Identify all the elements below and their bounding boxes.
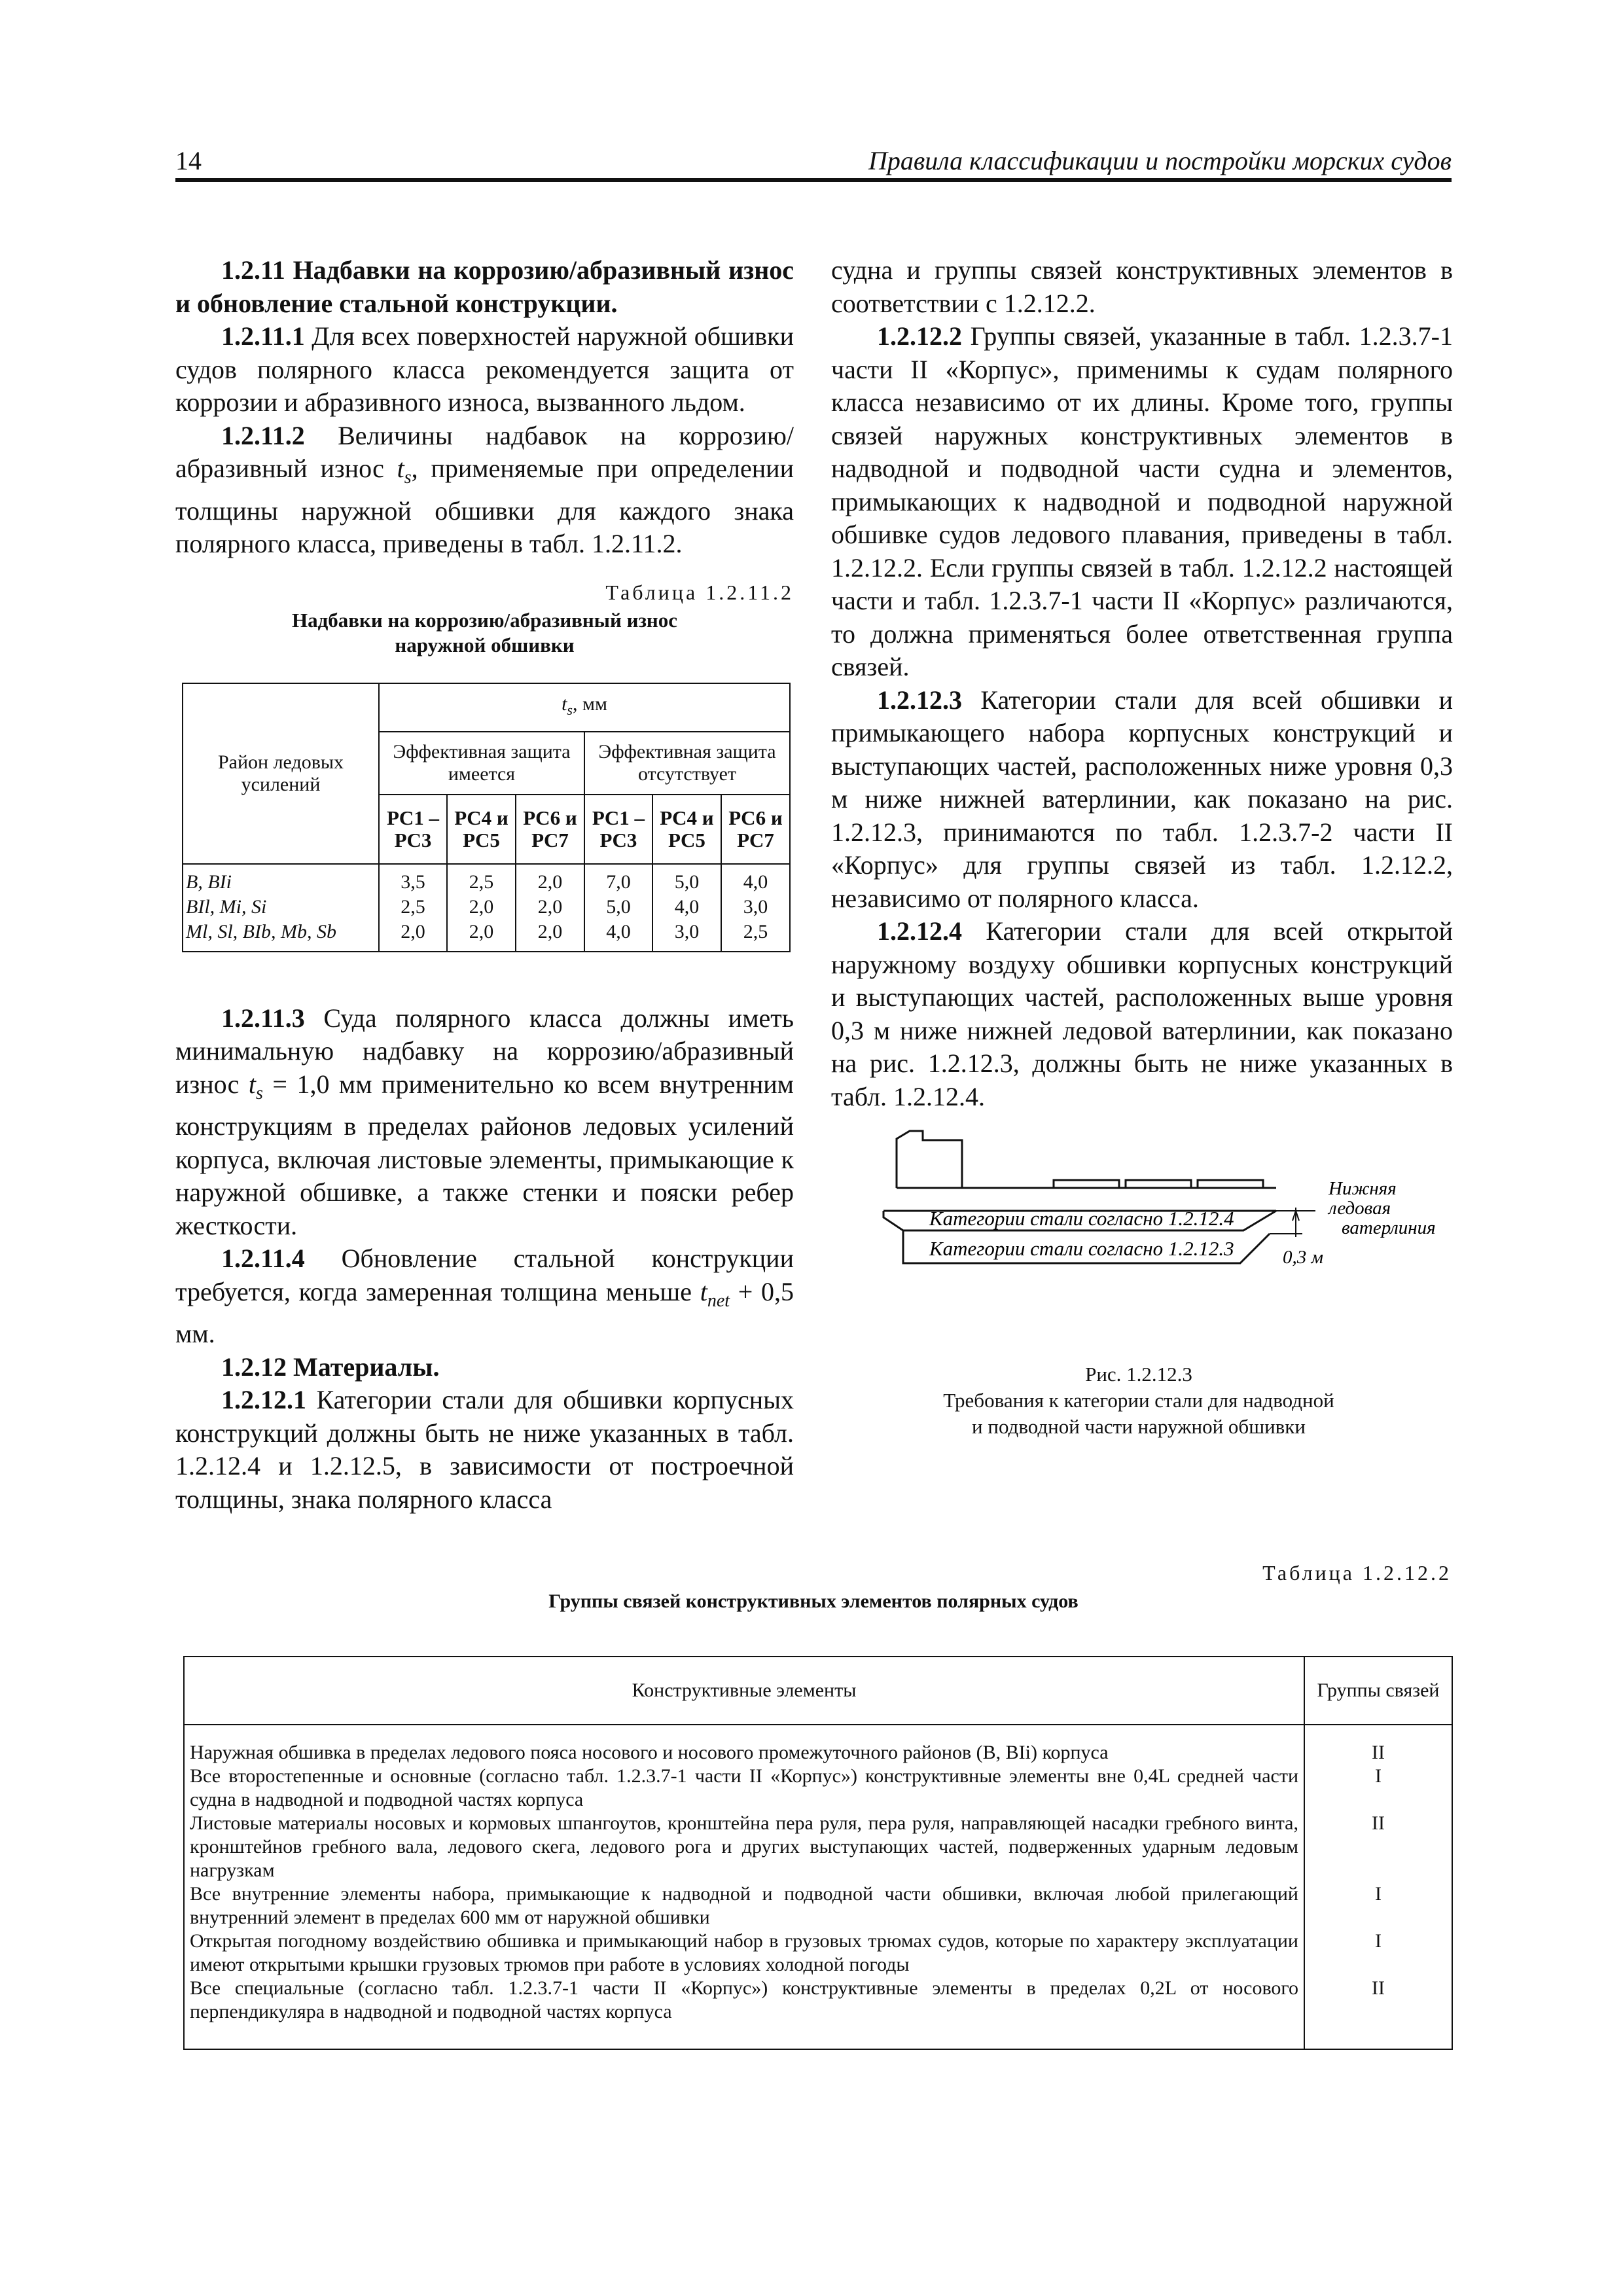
figure-number: Рис. 1.2.12.3 xyxy=(1085,1363,1192,1386)
value-cell: 5,0 xyxy=(584,895,652,920)
value-cell: 3,5 xyxy=(379,864,447,895)
element-cell: Наружная обшивка в пределах ледового пояса носового и носового промежуточного районов (B, BIi) корпуса xyxy=(184,1725,1304,1765)
paragraph-1-2-11-3 xyxy=(175,1002,794,1243)
value-cell: 2,0 xyxy=(379,920,447,952)
value-cell: 2,0 xyxy=(516,864,584,895)
variable: t xyxy=(397,454,404,483)
clause-text: Величины надбавок на коррозию/ абразивный износ xyxy=(175,420,794,483)
right-column xyxy=(831,254,1453,1113)
variable: t xyxy=(248,1069,256,1099)
value-cell: 2,0 xyxy=(447,920,516,952)
page-number: 14 xyxy=(175,146,202,175)
clause-text: , применяемые при определении толщины наружной обшивки для каждого знака полярного класса, приведены в табл. 1.2.11.2. xyxy=(175,454,794,558)
table-2-label: Таблица 1.2.12.2 xyxy=(1262,1561,1452,1585)
clause-number: 1.2.11.4 xyxy=(221,1244,305,1273)
value-cell: 4,0 xyxy=(584,920,652,952)
table-row xyxy=(183,920,790,952)
element-cell: Листовые материалы носовых и кормовых шпангоутов, кронштейна пера руля, пера руля, направляющей насадки гребного винта, кронштейнов гребного вала, ледового скега, ледового рога и других выступающих частей, подверженных ударным ледовым нагрузкам xyxy=(184,1812,1304,1882)
variable-subscript: net xyxy=(707,1290,730,1311)
table-row xyxy=(184,1977,1452,2049)
clause-text: = 1,0 мм применительно ко всем внутренним конструкциям в пределах районов ледовых усилений корпуса, включая листовые элементы, примыкающие к наружной обшивке, а также стенки и пояски ребер жесткости. xyxy=(175,1069,794,1240)
value-cell: 2,5 xyxy=(721,920,790,952)
variable: t xyxy=(562,693,567,715)
clause-text: Группы связей, указанные в табл. 1.2.3.7-1 части II «Корпус», применимы к судам полярного класса независимо от их длины. Кроме того, группы связей наружных конструктивных элементов в надводной и подводной части судна и элементов, примыкающих к надводной и подводной наружной обшивке судов ледового плавания, приведены в табл. 1.2.12.2. Если группы связей в табл. 1.2.12.2 настоящей части и табл. 1.2.3.7-1 части II «Корпус» различаются, то должна применяться более ответственная группа связей. xyxy=(831,321,1453,681)
lower-zone-label: Категории стали согласно 1.2.12.3 xyxy=(929,1237,1234,1260)
region-cell: BIl, Mi, Si xyxy=(183,895,379,920)
paragraph-continuation: судна и группы связей конструктивных элементов в соответствии с 1.2.12.2. xyxy=(831,255,1453,318)
table-row xyxy=(184,1725,1452,1765)
table-row xyxy=(183,895,790,920)
group-cell: II xyxy=(1304,1977,1452,2049)
header-rule xyxy=(175,178,1452,182)
value-cell: 3,0 xyxy=(721,895,790,920)
element-cell: Все второстепенные и основные (согласно табл. 1.2.3.7-1 части II «Корпус») конструктивные элементы вне 0,4L средней части судна в надводной и подводной частях корпуса xyxy=(184,1765,1304,1812)
clause-number: 1.2.12.1 xyxy=(221,1385,306,1414)
header-protection-yes: Эффективная защита имеется xyxy=(379,732,584,795)
header-class: PC4 и PC5 xyxy=(652,795,721,864)
group-cell: II xyxy=(1304,1812,1452,1882)
clause-text: Категории стали для обшивки корпусных конструкций должны быть не ниже указанных в табл. 1.2.12.4 и 1.2.12.5, в зависимости от построечной толщины, знака полярного класса xyxy=(175,1385,794,1514)
figure-caption-line: Требования к категории стали для надводной xyxy=(943,1389,1334,1412)
value-cell: 7,0 xyxy=(584,864,652,895)
region-cell: B, BIi xyxy=(183,864,379,895)
figure-caption-line: и подводной части наружной обшивки xyxy=(972,1415,1306,1438)
variable-subscript: s xyxy=(567,702,573,718)
clause-text: Суда полярного класса должны иметь минимальную надбавку на коррозию/абразивный износ xyxy=(175,1003,794,1099)
hull-steel-grade-figure xyxy=(844,1126,1459,1283)
header-ts xyxy=(379,683,790,732)
waterline-label-2: ледовая xyxy=(1329,1198,1391,1219)
section-1-2-11-title: 1.2.11 Надбавки на коррозию/абразивный износ и обновление стальной конструкции. xyxy=(175,255,794,318)
clause-text: Категории стали для всей обшивки и примыкающего набора корпусных конструкций и выступающих частей, расположенных ниже уровня 0,3 м ниже нижней ватерлинии, как показано на рис. 1.2.12.3, принимаются по табл. 1.2.3.7-2 части II «Корпус» для группы связей из табл. 1.2.12.2, независимо от полярного класса. xyxy=(831,685,1453,913)
corrosion-allowance-table xyxy=(182,683,791,952)
table-2-title: Группы связей конструктивных элементов полярных судов xyxy=(548,1590,1079,1612)
clause-text: Категории стали для всей открытой наружному воздуху обшивки корпусных конструкций и выступающих частей, расположенных выше уровня 0,3 м ниже нижней ледовой ватерлинии, как показано на рис. 1.2.12.3, должны быть не ниже указанных в табл. 1.2.12.4. xyxy=(831,916,1453,1111)
value-cell: 2,0 xyxy=(516,895,584,920)
variable: t xyxy=(700,1276,707,1306)
header-class: PC1 – PC3 xyxy=(584,795,652,864)
header-class: PC6 и PC7 xyxy=(721,795,790,864)
variable-subscript: s xyxy=(255,1083,263,1103)
group-cell: I xyxy=(1304,1882,1452,1929)
paragraph-1-2-12-4 xyxy=(831,915,1453,1113)
section-1-2-12-title: 1.2.12 Материалы. xyxy=(221,1352,440,1382)
table-row xyxy=(184,1765,1452,1812)
value-cell: 2,5 xyxy=(447,864,516,895)
group-cell: II xyxy=(1304,1725,1452,1765)
running-title: Правила классификации и постройки морских судов xyxy=(868,146,1452,175)
clause-number: 1.2.12.3 xyxy=(877,685,962,715)
paragraph-1-2-12-1 xyxy=(175,1384,794,1516)
paragraph-1-2-11-4 xyxy=(175,1242,794,1351)
waterline-label-3: ватерлиния xyxy=(1342,1217,1436,1238)
group-cell: I xyxy=(1304,1765,1452,1812)
paragraph-1-2-11-1 xyxy=(175,320,794,420)
clause-number: 1.2.12.4 xyxy=(877,916,962,946)
paragraph-1-2-11-2 xyxy=(175,420,794,561)
upper-zone-label: Категории стали согласно 1.2.12.4 xyxy=(929,1207,1234,1230)
paragraph-1-2-12-3 xyxy=(831,684,1453,916)
structural-groups-table xyxy=(183,1656,1453,2050)
table-row xyxy=(184,1929,1452,1977)
clause-text: + 0,5 мм. xyxy=(175,1276,794,1348)
value-cell: 2,0 xyxy=(447,895,516,920)
clause-number: 1.2.11.2 xyxy=(221,420,305,450)
clause-number: 1.2.11.3 xyxy=(221,1003,305,1033)
paragraph-1-2-12-2 xyxy=(831,320,1453,684)
header-class: PC4 и PC5 xyxy=(447,795,516,864)
value-cell: 2,5 xyxy=(379,895,447,920)
value-cell: 5,0 xyxy=(652,864,721,895)
region-cell: Ml, Sl, BIb, Mb, Sb xyxy=(183,920,379,952)
value-cell: 4,0 xyxy=(652,895,721,920)
element-cell: Все специальные (согласно табл. 1.2.3.7-1 части II «Корпус») конструктивные элементы в пределах 0,2L от носового перпендикуляра в надводной и подводной частях корпуса xyxy=(184,1977,1304,2049)
element-cell: Открытая погодному воздействию обшивка и примыкающий набор в грузовых трюмах судов, которые по характеру эксплуатации имеют открытыми крышки грузовых трюмов при работе в условиях холодной погоды xyxy=(184,1929,1304,1977)
header-region: Район ледовых усилений xyxy=(183,683,379,864)
table-row xyxy=(184,1882,1452,1929)
depth-label: 0,3 м xyxy=(1283,1247,1324,1268)
table-row xyxy=(183,864,790,895)
table-row xyxy=(184,1812,1452,1882)
header-protection-no: Эффективная защита отсутствует xyxy=(584,732,790,795)
header-elements: Конструктивные элементы xyxy=(184,1657,1304,1725)
table-1-label: Таблица 1.2.11.2 xyxy=(605,580,794,604)
figure-caption xyxy=(851,1361,1427,1440)
element-cell: Все внутренние элементы набора, примыкающие к надводной и подводной части обшивки, включая любой прилегающий внутренний элемент в пределах 600 мм от наружной обшивки xyxy=(184,1882,1304,1929)
variable-subscript: s xyxy=(404,467,412,488)
waterline-label-1: Нижняя xyxy=(1329,1178,1397,1199)
clause-text: Для всех поверхностей наружной обшивки судов полярного класса рекомендуется защита от коррозии и абразивного износа, вызванного льдом. xyxy=(175,321,794,417)
group-cell: I xyxy=(1304,1929,1452,1977)
left-column xyxy=(175,254,794,1516)
unit: , мм xyxy=(572,693,607,715)
header-class: PC6 и PC7 xyxy=(516,795,584,864)
value-cell: 2,0 xyxy=(516,920,584,952)
waterline-marker xyxy=(1270,1208,1315,1237)
header-groups: Группы связей xyxy=(1304,1657,1452,1725)
table-1-title: Надбавки на коррозию/абразивный износ наружной обшивки xyxy=(291,608,678,656)
clause-number: 1.2.11.1 xyxy=(221,321,305,351)
clause-text: Обновление стальной конструкции требуется, когда замеренная толщина меньше xyxy=(175,1244,794,1306)
value-cell: 3,0 xyxy=(652,920,721,952)
clause-number: 1.2.12.2 xyxy=(877,321,962,351)
value-cell: 4,0 xyxy=(721,864,790,895)
header-class: PC1 – PC3 xyxy=(379,795,447,864)
